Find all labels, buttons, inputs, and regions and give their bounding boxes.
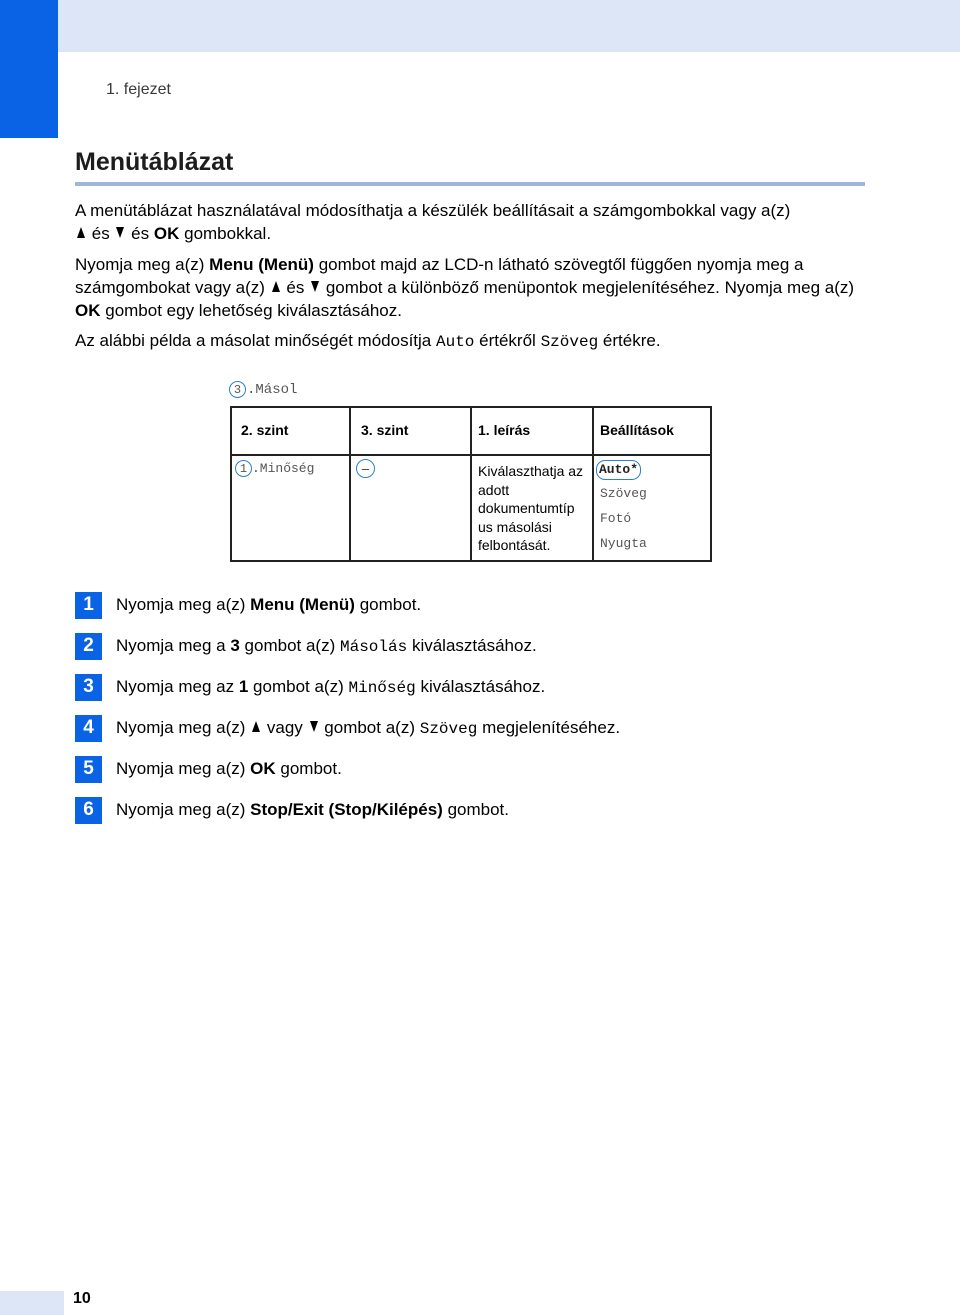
option-item: Fotó (600, 511, 632, 526)
step-item: 6 Nyomja meg a(z) Stop/Exit (Stop/Kilépés) gombot. (75, 795, 509, 825)
level2-label: .Minőség (252, 461, 315, 476)
down-arrow-icon (311, 281, 319, 292)
intro-paragraph-1: A menütáblázat használatával módosíthatja a készülék beállításait a számgombokkal vagy a(z) és és OK gombokkal. (75, 201, 791, 243)
up-arrow-icon (77, 227, 85, 238)
menu-table (230, 406, 712, 562)
table-header-settings: Beállítások (600, 422, 674, 438)
menu-path-label: .Másol (247, 381, 298, 398)
down-arrow-icon (116, 227, 124, 238)
settings-options (600, 460, 647, 560)
table-header-level2: 2. szint (241, 422, 289, 438)
step-number-badge: 4 (75, 715, 102, 742)
footer-band (0, 1291, 64, 1315)
table-column-divider (470, 408, 472, 560)
down-arrow-icon (310, 721, 318, 732)
table-column-divider (349, 408, 351, 560)
level2-cell (235, 460, 314, 477)
section-title: Menütáblázat (75, 148, 234, 176)
header-band (58, 0, 960, 52)
step-number-badge: 6 (75, 797, 102, 824)
table-column-divider (592, 408, 594, 560)
step-item: 5 Nyomja meg a(z) OK gombot. (75, 754, 342, 784)
header-color-block (0, 0, 58, 138)
step-number-badge: 3 (75, 674, 102, 701)
up-arrow-icon (272, 281, 280, 292)
step-number-badge: 2 (75, 633, 102, 660)
title-rule (75, 182, 865, 186)
menu-number-circle: 3 (229, 381, 246, 398)
up-arrow-icon (252, 721, 260, 732)
step-item: 3 Nyomja meg az 1 gombot a(z) Minőség kiválasztásához. (75, 672, 545, 702)
option-default: Auto* (596, 460, 641, 480)
step-number-badge: 1 (75, 592, 102, 619)
option-item: Szöveg (600, 486, 647, 501)
table-header-description: 1. leírás (478, 422, 531, 438)
option-item: Nyugta (600, 536, 647, 551)
step-item: 2 Nyomja meg a 3 gombot a(z) Másolás kiválasztásához. (75, 631, 537, 661)
intro-paragraph-3: Az alábbi példa a másolat minőségét módosítja Auto értékről Szöveg értékre. (75, 331, 661, 351)
description-cell: Kiválaszthatja az adott dokumentumtíp us másolási felbontását. (478, 463, 584, 553)
menu-path (229, 381, 297, 398)
table-header-level3: 3. szint (361, 422, 409, 438)
step-item: 4 Nyomja meg a(z) vagy gombot a(z) Szöveg megjelenítéséhez. (75, 713, 620, 743)
step-item: 1 Nyomja meg a(z) Menu (Menü) gombot. (75, 590, 421, 620)
page-number: 10 (73, 1290, 91, 1307)
level3-cell: – (356, 459, 375, 478)
chapter-label: 1. fejezet (106, 81, 171, 98)
step-number-badge: 5 (75, 756, 102, 783)
level2-number-circle: 1 (235, 460, 252, 477)
intro-paragraph-2: Nyomja meg a(z) Menu (Menü) gombot majd az LCD-n látható szövegtől függően nyomja meg a számgombokat vagy a(z) és gombot a különböző menüpontok megjelenítéséhez. Nyomja meg a(z) OK gombot egy lehetőség kiválasztásához. (75, 255, 855, 320)
